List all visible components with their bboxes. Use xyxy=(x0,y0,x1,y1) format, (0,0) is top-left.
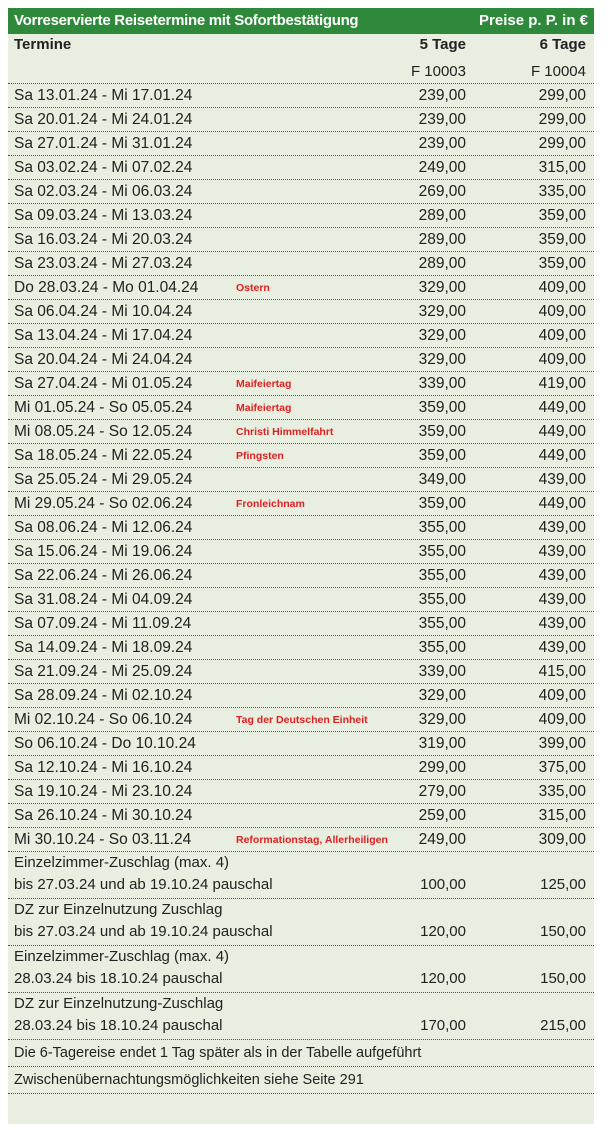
row-date: Sa 27.04.24 - Mi 01.05.24 xyxy=(14,375,193,392)
table-row xyxy=(8,780,594,804)
table-row xyxy=(8,732,594,756)
row-price-5-tage: 289,00 xyxy=(418,207,466,224)
footnote xyxy=(8,1040,594,1067)
row-holiday-note: Ostern xyxy=(236,282,270,294)
table-row xyxy=(8,444,594,468)
footnote-text: Zwischenübernachtungsmöglichkeiten siehe Seite 291 xyxy=(14,1072,364,1088)
row-price-6-tage: 359,00 xyxy=(538,207,586,224)
table-row xyxy=(8,156,594,180)
table-row xyxy=(8,276,594,300)
row-date: Sa 07.09.24 - Mi 11.09.24 xyxy=(14,615,192,632)
row-date: Do 28.03.24 - Mo 01.04.24 xyxy=(14,279,199,296)
row-price-6-tage: 359,00 xyxy=(538,231,586,248)
row-date: Sa 06.04.24 - Mi 10.04.24 xyxy=(14,303,193,320)
row-price-5-tage: 279,00 xyxy=(418,783,466,800)
row-price-5-tage: 339,00 xyxy=(418,375,466,392)
banner-title: Vorreservierte Reisetermine mit Sofortbestätigung xyxy=(14,12,359,29)
row-date: Sa 20.04.24 - Mi 24.04.24 xyxy=(14,351,193,368)
surcharge-price-5-tage: 100,00 xyxy=(420,876,466,893)
row-price-6-tage: 439,00 xyxy=(538,519,586,536)
code-5-tage: F 10003 xyxy=(410,63,466,80)
row-price-5-tage: 329,00 xyxy=(418,303,466,320)
row-price-6-tage: 299,00 xyxy=(538,111,586,128)
row-price-6-tage: 409,00 xyxy=(538,303,586,320)
row-price-6-tage: 315,00 xyxy=(538,807,586,824)
row-price-6-tage: 375,00 xyxy=(538,759,586,776)
row-price-6-tage: 449,00 xyxy=(538,423,586,440)
table-row xyxy=(8,228,594,252)
header-termine: Termine xyxy=(14,36,72,53)
row-holiday-note: Christi Himmelfahrt xyxy=(236,426,334,438)
table-row xyxy=(8,636,594,660)
table-row xyxy=(8,324,594,348)
table-row xyxy=(8,660,594,684)
row-date: Sa 08.06.24 - Mi 12.06.24 xyxy=(14,519,193,536)
row-price-5-tage: 239,00 xyxy=(418,111,466,128)
surcharge-title: Einzelzimmer-Zuschlag (max. 4) xyxy=(14,854,230,871)
row-date: Sa 18.05.24 - Mi 22.05.24 xyxy=(14,447,193,464)
row-price-6-tage: 449,00 xyxy=(538,495,586,512)
table-banner xyxy=(8,8,594,34)
row-price-5-tage: 359,00 xyxy=(418,399,466,416)
row-price-5-tage: 355,00 xyxy=(418,639,466,656)
surcharge-period: 28.03.24 bis 18.10.24 pauschal xyxy=(14,1017,223,1034)
table-row xyxy=(8,468,594,492)
table-row xyxy=(8,684,594,708)
row-date: Sa 21.09.24 - Mi 25.09.24 xyxy=(14,663,193,680)
row-price-5-tage: 319,00 xyxy=(418,735,466,752)
row-price-5-tage: 289,00 xyxy=(418,231,466,248)
row-price-5-tage: 329,00 xyxy=(418,711,466,728)
row-price-5-tage: 239,00 xyxy=(418,135,466,152)
table-row xyxy=(8,204,594,228)
row-price-6-tage: 409,00 xyxy=(538,351,586,368)
row-price-6-tage: 409,00 xyxy=(538,711,586,728)
row-date: Mi 02.10.24 - So 06.10.24 xyxy=(14,711,193,728)
table-row xyxy=(8,612,594,636)
row-price-5-tage: 269,00 xyxy=(418,183,466,200)
row-price-6-tage: 409,00 xyxy=(538,687,586,704)
table-row xyxy=(8,252,594,276)
table-row xyxy=(8,828,594,852)
row-date: Sa 25.05.24 - Mi 29.05.24 xyxy=(14,471,193,488)
row-date: Sa 13.01.24 - Mi 17.01.24 xyxy=(14,87,193,104)
row-date: Mi 30.10.24 - So 03.11.24 xyxy=(14,831,192,848)
row-price-6-tage: 449,00 xyxy=(538,399,586,416)
row-price-6-tage: 439,00 xyxy=(538,471,586,488)
surcharge-row xyxy=(8,852,594,899)
row-holiday-note: Maifeiertag xyxy=(236,378,292,390)
table-row xyxy=(8,348,594,372)
row-holiday-note: Pfingsten xyxy=(236,450,284,462)
row-price-6-tage: 415,00 xyxy=(538,663,586,680)
row-date: Sa 12.10.24 - Mi 16.10.24 xyxy=(14,759,193,776)
row-price-6-tage: 419,00 xyxy=(538,375,586,392)
surcharge-price-5-tage: 120,00 xyxy=(420,970,466,987)
row-price-5-tage: 355,00 xyxy=(418,591,466,608)
row-price-6-tage: 409,00 xyxy=(538,279,586,296)
surcharge-period: 28.03.24 bis 18.10.24 pauschal xyxy=(14,970,223,987)
row-price-5-tage: 249,00 xyxy=(418,831,466,848)
row-date: Mi 08.05.24 - So 12.05.24 xyxy=(14,423,193,440)
row-price-5-tage: 349,00 xyxy=(418,471,466,488)
row-price-5-tage: 249,00 xyxy=(418,159,466,176)
surcharge-price-6-tage: 215,00 xyxy=(540,1017,586,1034)
row-holiday-note: Fronleichnam xyxy=(236,498,305,510)
table-row xyxy=(8,372,594,396)
row-price-6-tage: 409,00 xyxy=(538,327,586,344)
footnote-text: Die 6-Tagereise endet 1 Tag später als in der Tabelle aufgeführt xyxy=(14,1045,422,1061)
surcharge-price-6-tage: 125,00 xyxy=(540,876,586,893)
surcharge-row xyxy=(8,993,594,1040)
surcharge-period: bis 27.03.24 und ab 19.10.24 pauschal xyxy=(14,876,273,893)
row-date: Sa 15.06.24 - Mi 19.06.24 xyxy=(14,543,193,560)
table-row xyxy=(8,588,594,612)
row-price-6-tage: 439,00 xyxy=(538,567,586,584)
row-price-6-tage: 439,00 xyxy=(538,639,586,656)
price-label: Preise p. P. in € xyxy=(479,12,588,29)
row-holiday-note: Reformationstag, Allerheiligen xyxy=(236,834,388,846)
row-price-5-tage: 329,00 xyxy=(418,687,466,704)
row-price-5-tage: 259,00 xyxy=(418,807,466,824)
row-price-6-tage: 299,00 xyxy=(538,87,586,104)
row-holiday-note: Maifeiertag xyxy=(236,402,292,414)
row-date: Sa 16.03.24 - Mi 20.03.24 xyxy=(14,231,193,248)
row-price-5-tage: 329,00 xyxy=(418,327,466,344)
table-row xyxy=(8,804,594,828)
surcharge-price-5-tage: 170,00 xyxy=(420,1017,466,1034)
table-row xyxy=(8,564,594,588)
surcharge-period: bis 27.03.24 und ab 19.10.24 pauschal xyxy=(14,923,273,940)
row-price-6-tage: 309,00 xyxy=(538,831,586,848)
row-price-6-tage: 439,00 xyxy=(538,543,586,560)
row-date: Sa 19.10.24 - Mi 23.10.24 xyxy=(14,783,193,800)
table-row xyxy=(8,300,594,324)
row-date: Mi 01.05.24 - So 05.05.24 xyxy=(14,399,193,416)
row-date: Sa 20.01.24 - Mi 24.01.24 xyxy=(14,111,193,128)
row-date: Sa 02.03.24 - Mi 06.03.24 xyxy=(14,183,193,200)
row-price-5-tage: 289,00 xyxy=(418,255,466,272)
row-price-5-tage: 359,00 xyxy=(418,495,466,512)
row-price-5-tage: 355,00 xyxy=(418,543,466,560)
row-price-5-tage: 239,00 xyxy=(418,87,466,104)
row-price-5-tage: 339,00 xyxy=(418,663,466,680)
table-row xyxy=(8,516,594,540)
header-5-tage: 5 Tage xyxy=(419,36,466,53)
row-price-6-tage: 335,00 xyxy=(538,183,586,200)
header-6-tage: 6 Tage xyxy=(539,36,586,53)
table-row xyxy=(8,756,594,780)
row-date: Sa 22.06.24 - Mi 26.06.24 xyxy=(14,567,193,584)
table-row xyxy=(8,132,594,156)
table-row xyxy=(8,540,594,564)
row-date: Sa 26.10.24 - Mi 30.10.24 xyxy=(14,807,193,824)
row-price-5-tage: 329,00 xyxy=(418,351,466,368)
row-date: Sa 03.02.24 - Mi 07.02.24 xyxy=(14,159,193,176)
row-price-5-tage: 329,00 xyxy=(418,279,466,296)
row-date: Sa 09.03.24 - Mi 13.03.24 xyxy=(14,207,193,224)
table-row xyxy=(8,84,594,108)
surcharge-title: DZ zur Einzelnutzung-Zuschlag xyxy=(14,995,224,1012)
row-date: Sa 13.04.24 - Mi 17.04.24 xyxy=(14,327,193,344)
row-price-6-tage: 399,00 xyxy=(538,735,586,752)
surcharge-price-6-tage: 150,00 xyxy=(540,923,586,940)
row-price-5-tage: 355,00 xyxy=(418,567,466,584)
surcharge-row xyxy=(8,899,594,946)
row-date: So 06.10.24 - Do 10.10.24 xyxy=(14,735,196,752)
column-codes xyxy=(8,59,594,84)
row-price-6-tage: 439,00 xyxy=(538,591,586,608)
table-row xyxy=(8,108,594,132)
table-row xyxy=(8,708,594,732)
surcharge-row xyxy=(8,946,594,993)
row-date: Sa 14.09.24 - Mi 18.09.24 xyxy=(14,639,193,656)
row-price-6-tage: 315,00 xyxy=(538,159,586,176)
table-row xyxy=(8,180,594,204)
row-date: Sa 27.01.24 - Mi 31.01.24 xyxy=(14,135,193,152)
row-price-6-tage: 299,00 xyxy=(538,135,586,152)
row-date: Mi 29.05.24 - So 02.06.24 xyxy=(14,495,193,512)
row-holiday-note: Tag der Deutschen Einheit xyxy=(236,714,368,726)
surcharge-title: DZ zur Einzelnutzung Zuschlag xyxy=(14,901,223,918)
row-price-5-tage: 355,00 xyxy=(418,519,466,536)
row-price-5-tage: 359,00 xyxy=(418,423,466,440)
surcharge-title: Einzelzimmer-Zuschlag (max. 4) xyxy=(14,948,230,965)
table-row xyxy=(8,492,594,516)
row-date: Sa 23.03.24 - Mi 27.03.24 xyxy=(14,255,193,272)
row-price-6-tage: 335,00 xyxy=(538,783,586,800)
row-price-5-tage: 299,00 xyxy=(418,759,466,776)
row-price-5-tage: 359,00 xyxy=(418,447,466,464)
row-date: Sa 28.09.24 - Mi 02.10.24 xyxy=(14,687,193,704)
table-row xyxy=(8,396,594,420)
footnote xyxy=(8,1067,594,1094)
row-date: Sa 31.08.24 - Mi 04.09.24 xyxy=(14,591,193,608)
row-price-6-tage: 449,00 xyxy=(538,447,586,464)
price-table xyxy=(8,8,594,1124)
column-header xyxy=(8,36,594,58)
surcharge-price-6-tage: 150,00 xyxy=(540,970,586,987)
code-6-tage: F 10004 xyxy=(530,63,586,80)
row-price-5-tage: 355,00 xyxy=(418,615,466,632)
table-row xyxy=(8,420,594,444)
surcharge-price-5-tage: 120,00 xyxy=(420,923,466,940)
row-price-6-tage: 359,00 xyxy=(538,255,586,272)
row-price-6-tage: 439,00 xyxy=(538,615,586,632)
